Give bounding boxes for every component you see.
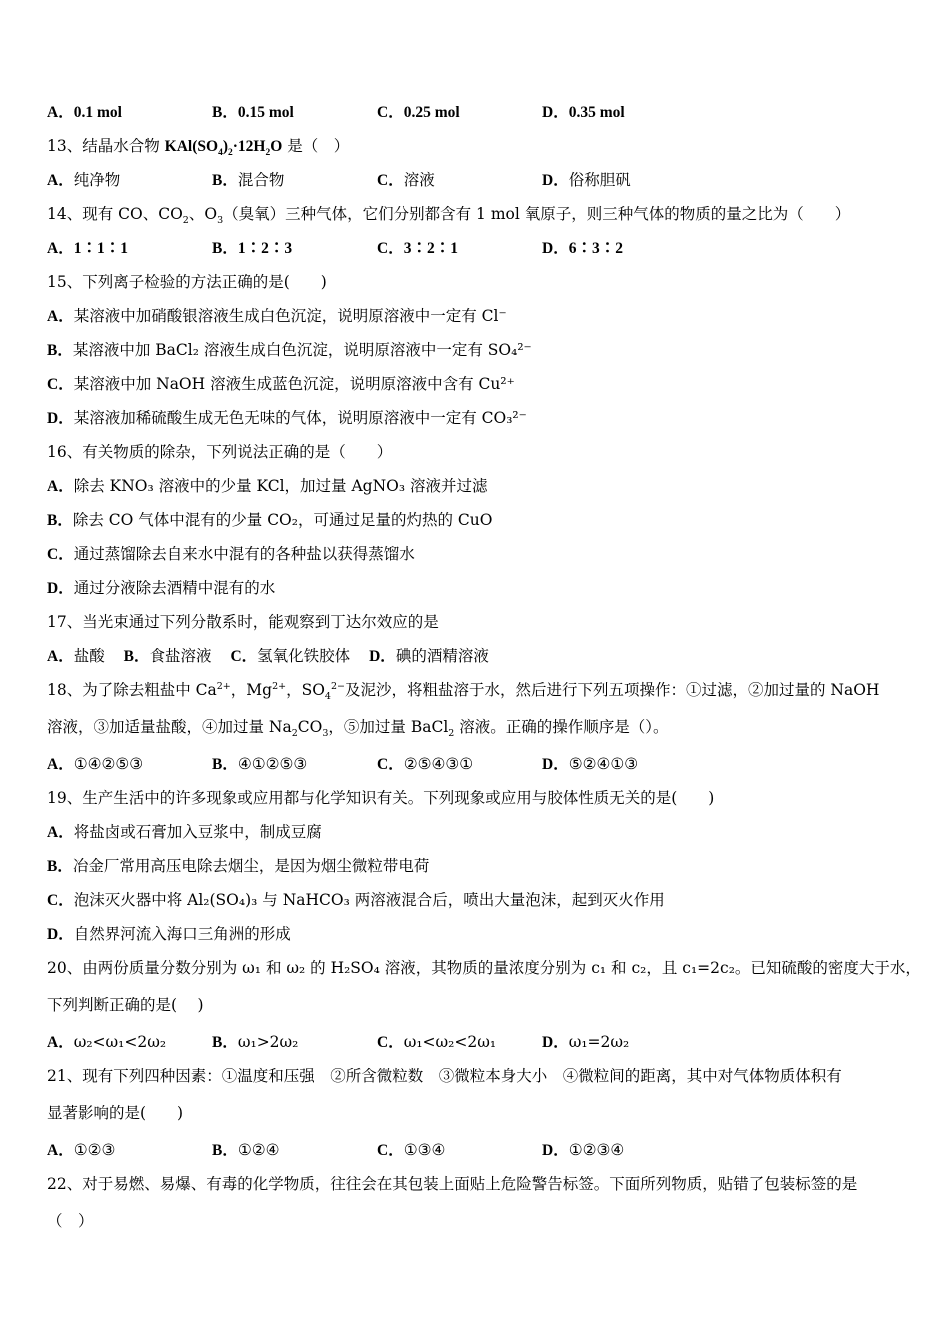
q15-option-a: A．某溶液中加硝酸银溶液生成白色沉淀，说明原溶液中一定有 Cl⁻ [47,307,507,325]
q14-option-b: B．1∶2∶3 [212,240,293,257]
q16-option-c: C．通过蒸馏除去自来水中混有的各种盐以获得蒸馏水 [47,545,415,563]
q17-stem: 17、当光束通过下列分散系时，能观察到丁达尔效应的是 [47,613,439,631]
q14-option-d: D．6∶3∶2 [542,240,623,257]
q14-number: 14、 [47,205,83,223]
q22-stem-line2: （ ） [47,1212,94,1230]
q12-option-b: B．0.15 mol [212,104,294,121]
q19-stem: 19、生产生活中的许多现象或应用都与化学知识有关。下列现象或应用与胶体性质无关的是( ) [47,789,715,807]
q18-stem-line1: 18、为了除去粗盐中 $Ca^{2+}$，$Mg^{2+}$，$SO_4^{2-}$及泥沙，将粗盐溶于水，然后进行下列五项操作：①过滤，②加过量的 NaOH [47,680,880,703]
q21-option-c: C．①③④ [377,1141,446,1159]
q21-option-a: A．①②③ [47,1141,116,1159]
q13-options [47,166,917,200]
q17-option-c: C．氢氧化铁胶体 [230,647,351,665]
q21-options [47,1136,917,1170]
q14-options [47,234,917,268]
q18-option-c: C．②⑤④③① [377,755,474,773]
q16-option-a: A．除去 KNO₃ 溶液中的少量 KCl，加过量 AgNO₃ 溶液并过滤 [47,477,488,495]
q20-stem-line1: 20、由两份质量分数分别为 ω₁ 和 ω₂ 的 H₂SO₄ 溶液，其物质的量浓度分别为 c₁ 和 c₂，且 c₁=2c₂。已知硫酸的密度大于水， [47,959,921,977]
q21-option-d: D．①②③④ [542,1141,625,1159]
q12-options [47,98,917,132]
q16-stem: 16、有关物质的除杂，下列说法正确的是（ ） [47,443,393,461]
q20-option-a: A．ω₂<ω₁<2ω₂ [47,1033,167,1051]
q19-option-b: B．冶金厂常用高压电除去烟尘，是因为烟尘微粒带电荷 [47,857,430,875]
q13-formula: $KAl(SO_4)_2\cdot 12H_2O$ [164,138,283,159]
q14-option-a: A．1∶1∶1 [47,240,128,257]
q13-stem: 13、结晶水合物 $KAl(SO_4)_2\cdot 12H_2O$ 是（ ） [47,137,350,159]
q17-option-d: D．碘的酒精溶液 [369,647,489,665]
q20-options [47,1028,917,1062]
q18-option-d: D．⑤②④①③ [542,755,639,773]
q12-option-a: A．0.1 mol [47,104,122,121]
q13-option-b: B．混合物 [212,171,285,189]
q18-stem-line2: 溶液，③加适量盐酸，④加过量 $Na_2CO_3$，⑤加过量 BaCl$_2$ 溶液。正确的操作顺序是（）。 [47,718,669,740]
q16-option-b: B．除去 CO 气体中混有的少量 CO₂，可通过足量的灼热的 CuO [47,511,493,529]
q14-stem: 14、现有 CO、$CO_2$、$O_3$（臭氧）三种气体，它们分别都含有 1 mol 氧原子，则三种气体的物质的量之比为（ ） [47,205,851,227]
q17-options [47,642,917,676]
q18-option-b: B．④①②⑤③ [212,755,308,773]
q20-stem-line2: 下列判断正确的是( ) [47,996,204,1014]
q19-option-d: D．自然界河流入海口三角洲的形成 [47,925,291,943]
q21-option-b: B．①②④ [212,1141,280,1159]
q19-option-a: A．将盐卤或石膏加入豆浆中，制成豆腐 [47,823,322,841]
q20-option-b: B．ω₁>2ω₂ [212,1033,299,1051]
q20-option-d: D．ω₁=2ω₂ [542,1033,630,1051]
q15-option-d: D．某溶液加稀硫酸生成无色无味的气体，说明原溶液中一定有 CO₃²⁻ [47,409,527,427]
q14-option-c: C．3∶2∶1 [377,240,458,257]
q22-stem-line1: 22、对于易燃、易爆、有毒的化学物质，往往会在其包装上面贴上危险警告标签。下面所列物质，贴错了包装标签的是 [47,1175,858,1193]
q13-option-c: C．溶液 [377,171,435,189]
q20-option-c: C．ω₁<ω₂<2ω₁ [377,1033,497,1051]
q21-stem-line2: 显著影响的是( ) [47,1104,184,1122]
q12-option-c: C．0.25 mol [377,104,460,121]
q15-option-b: B．某溶液中加 BaCl₂ 溶液生成白色沉淀，说明原溶液中一定有 SO₄²⁻ [47,341,532,359]
q13-option-a: A．纯净物 [47,171,121,189]
q18-option-a: A．①④②⑤③ [47,755,144,773]
q19-option-c: C．泡沫灭火器中将 Al₂(SO₄)₃ 与 NaHCO₃ 两溶液混合后，喷出大量泡沫，起到灭火作用 [47,891,665,909]
q18-options [47,750,917,784]
q13-number: 13、 [47,137,83,155]
q15-option-c: C．某溶液中加 NaOH 溶液生成蓝色沉淀，说明原溶液中含有 Cu²⁺ [47,375,515,393]
q13-option-d: D．俗称胆矾 [542,171,631,189]
q17-option-b: B．食盐溶液 [123,647,212,665]
q12-option-d: D．0.35 mol [542,104,625,121]
exam-page [47,98,921,1244]
q15-stem: 15、下列离子检验的方法正确的是( ) [47,273,327,291]
q16-option-d: D．通过分液除去酒精中混有的水 [47,579,276,597]
q17-option-a: A．盐酸 [47,647,105,665]
q21-stem-line1: 21、现有下列四种因素：①温度和压强 ②所含微粒数 ③微粒本身大小 ④微粒间的距离，其中对气体物质体积有 [47,1067,842,1085]
